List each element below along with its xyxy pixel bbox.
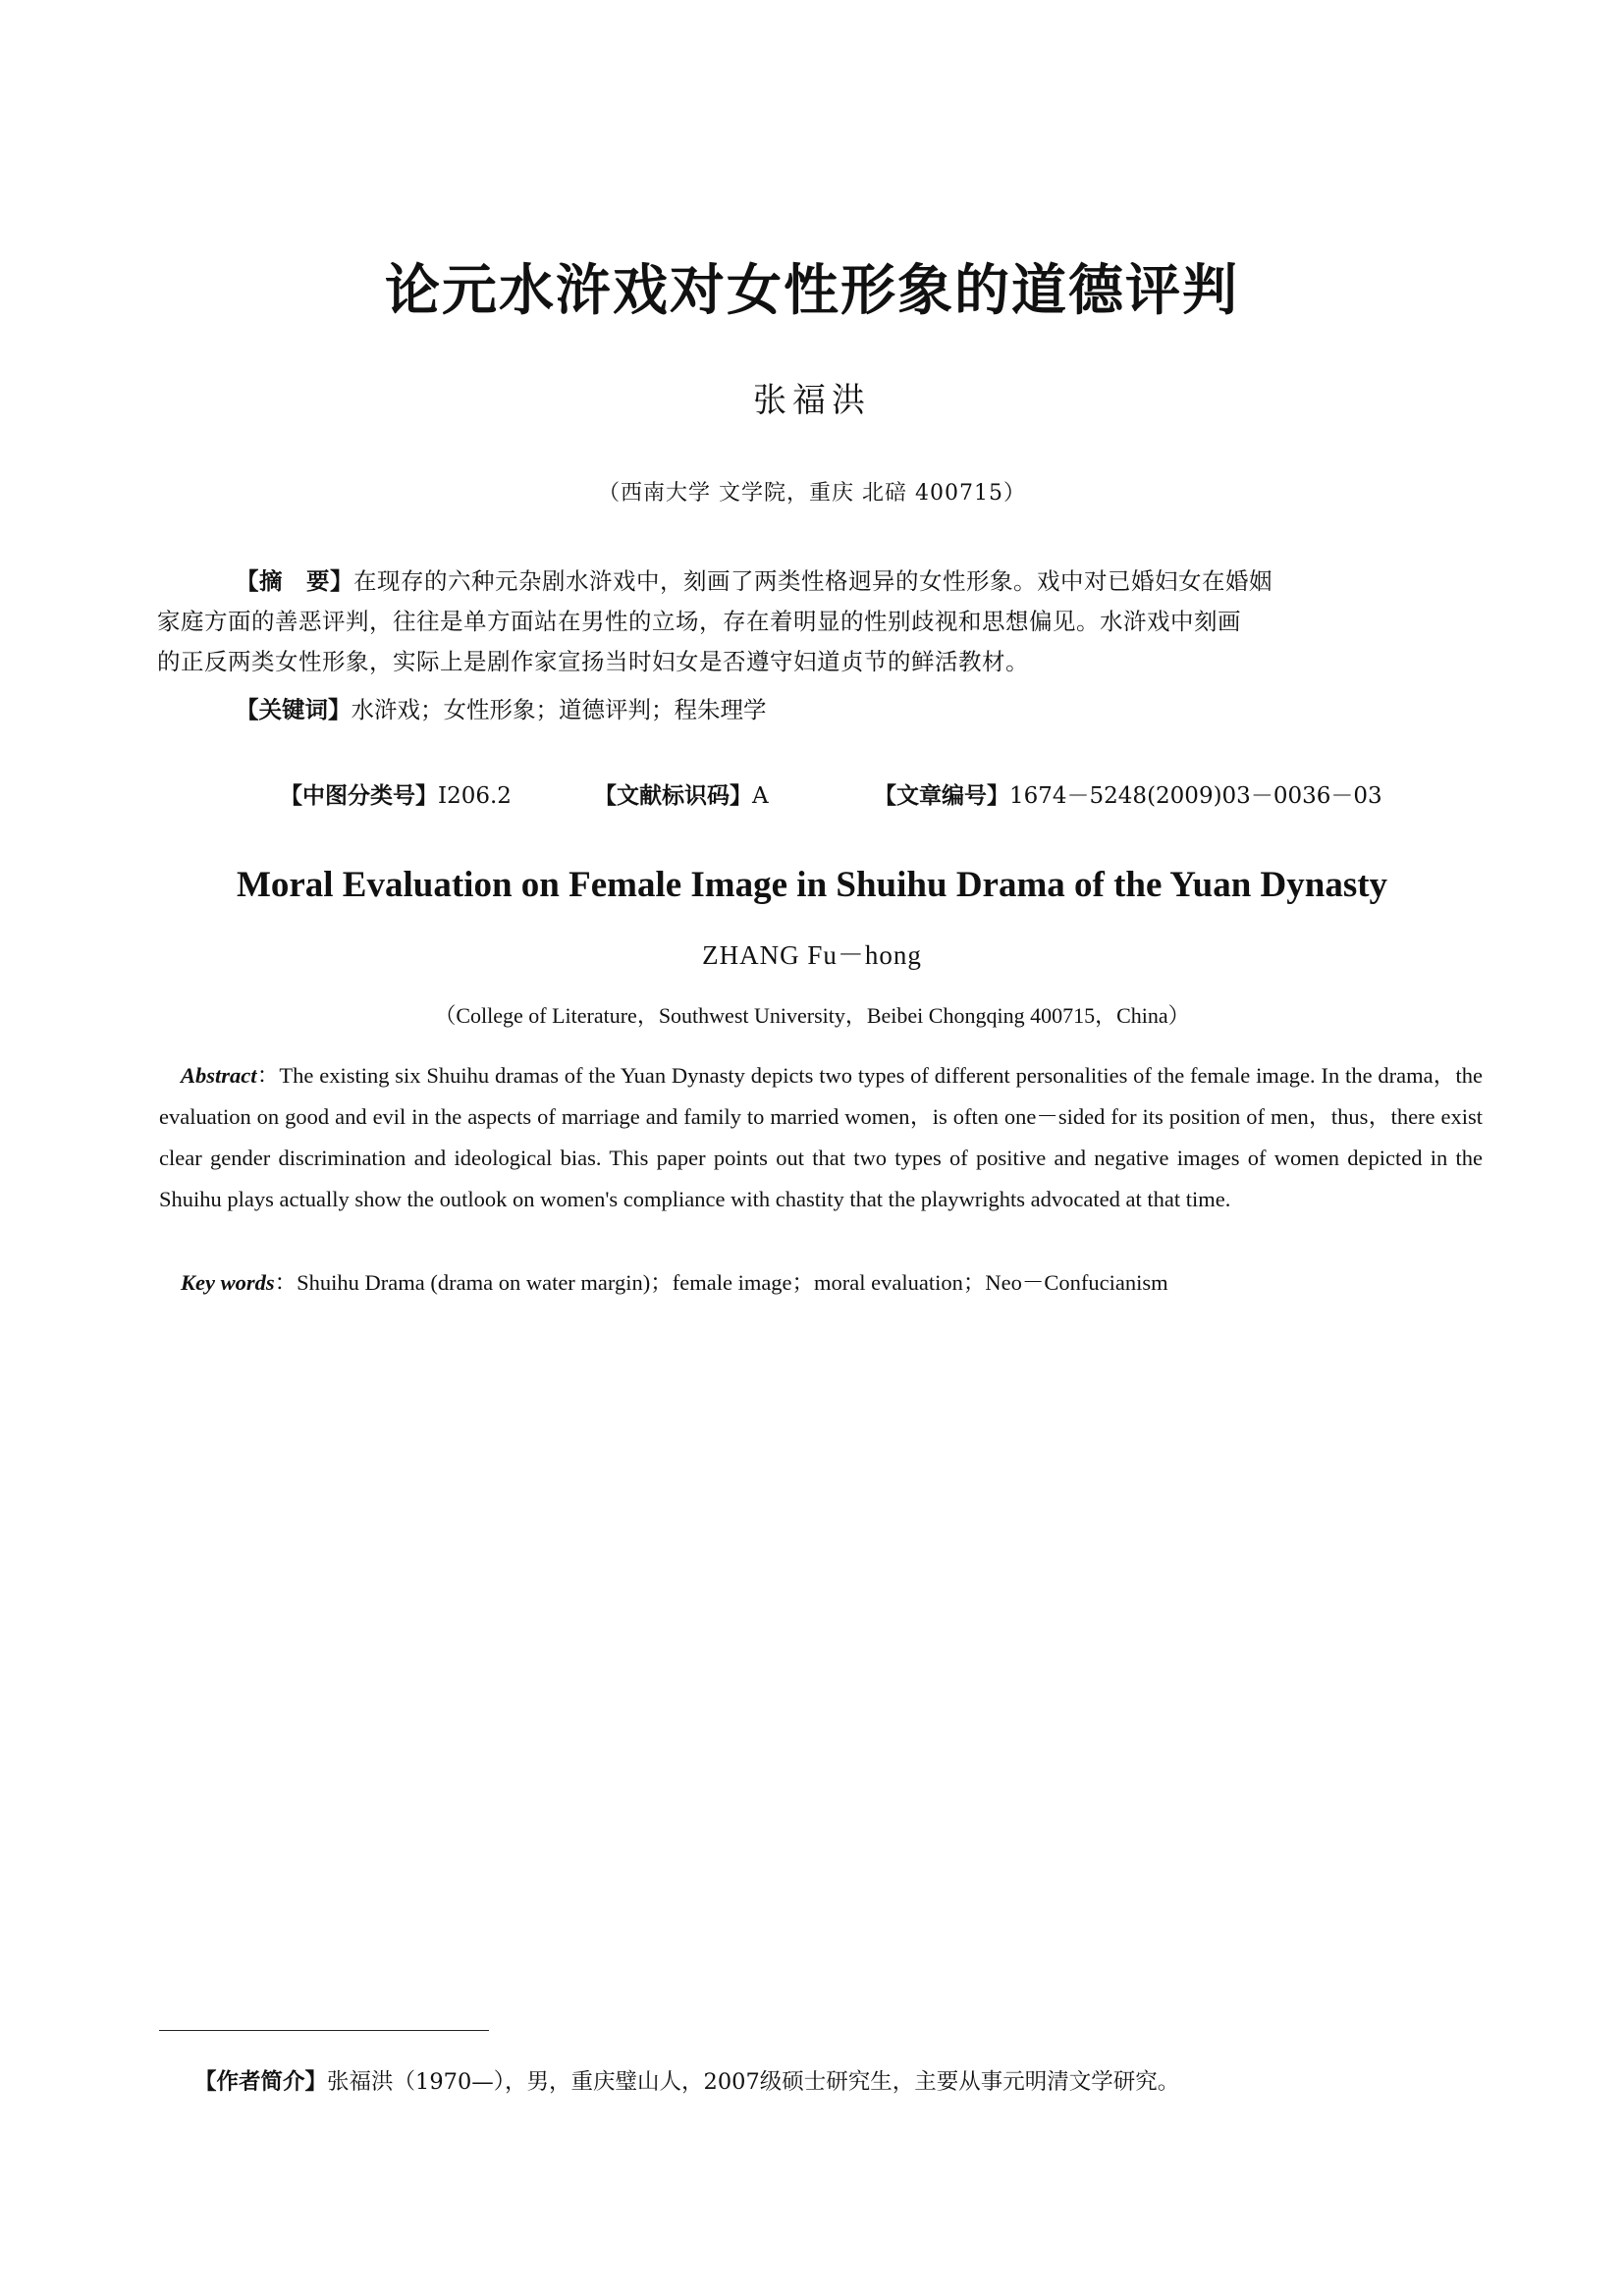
abstract-cn-line-3: 的正反两类女性形象，实际上是剧作家宣扬当时妇女是否遵守妇道贞节的鲜活教材。: [157, 648, 1029, 675]
document-code-value: A: [752, 783, 769, 809]
affiliation-cn: （西南大学 文学院，重庆 北碚 400715）: [598, 481, 1026, 506]
document-code: [594, 779, 769, 813]
abstract-en: [159, 1055, 1483, 1220]
keywords-en-label: Key words: [181, 1270, 275, 1295]
keywords-cn-text: 水浒戏；女性形象；道德评判；程朱理学: [351, 696, 767, 723]
author-name-en: ZHANG Fu－hong: [702, 940, 922, 970]
keywords-en-text: Shuihu Drama (drama on water margin)；female image；moral evaluation；Neo－Confucianism: [297, 1270, 1168, 1295]
affiliation-en: （College of Literature，Southwest University，Beibei Chongqing 400715，China）: [434, 1003, 1190, 1028]
abstract-cn-line-2: 家庭方面的善恶评判，往往是单方面站在男性的立场，存在着明显的性别歧视和思想偏见。水浒戏中刻画: [157, 608, 1241, 635]
abstract-cn-text-1: 在现存的六种元杂剧水浒戏中，刻画了两类性格迥异的女性形象。戏中对已婚妇女在婚姻: [353, 567, 1272, 595]
abstract-en-label: Abstract: [181, 1063, 257, 1088]
clc-value: I206.2: [438, 783, 512, 809]
paper-title-en: Moral Evaluation on Female Image in Shuihu Drama of the Yuan Dynasty: [236, 865, 1388, 905]
author-footnote-text: 张福洪（1970—），男，重庆璧山人，2007级硕士研究生，主要从事元明清文学研究。: [327, 2069, 1180, 2095]
abstract-en-paragraph: [159, 1055, 1483, 1220]
article-number-value: 1674－5248(2009)03－0036－03: [1009, 783, 1382, 809]
clc-number: [280, 779, 512, 813]
footnote-divider: [159, 2030, 489, 2031]
paper-title-cn: 论元水浒戏对女性形象的道德评判: [385, 259, 1239, 323]
keywords-cn: [236, 693, 1394, 726]
author-name-cn: 张福洪: [753, 381, 871, 420]
article-number-label: 【文章编号】: [874, 783, 1009, 809]
abstract-cn-label: 【摘 要】: [236, 567, 353, 595]
abstract-en-text: The existing six Shuihu dramas of the Yuan Dynasty depicts two types of different personalities of the female image. In the drama，the evaluation on good and evil in the aspects of marriage and family to married women，is often one－sided for its position of men，thus，there exist clear gender discrimination and ideological bias. This paper points out that two types of positive and negative images of women depicted in the Shuihu plays actually show the outlook on women's compliance with chastity that the playwrights advocated at that time.: [159, 1063, 1483, 1211]
document-code-label: 【文献标识码】: [594, 783, 752, 809]
author-footnote-label: 【作者简介】: [194, 2069, 328, 2095]
article-number: [874, 779, 1382, 813]
author-footnote: [194, 2065, 1471, 2099]
keywords-en-sep: ：: [274, 1270, 298, 1295]
keywords-cn-label: 【关键词】: [236, 696, 352, 723]
clc-label: 【中图分类号】: [280, 783, 438, 809]
abstract-en-sep: ：: [256, 1063, 280, 1088]
keywords-en: [159, 1266, 1483, 1300]
abstract-cn-line-1: [236, 561, 1394, 602]
abstract-cn: [157, 561, 1394, 682]
